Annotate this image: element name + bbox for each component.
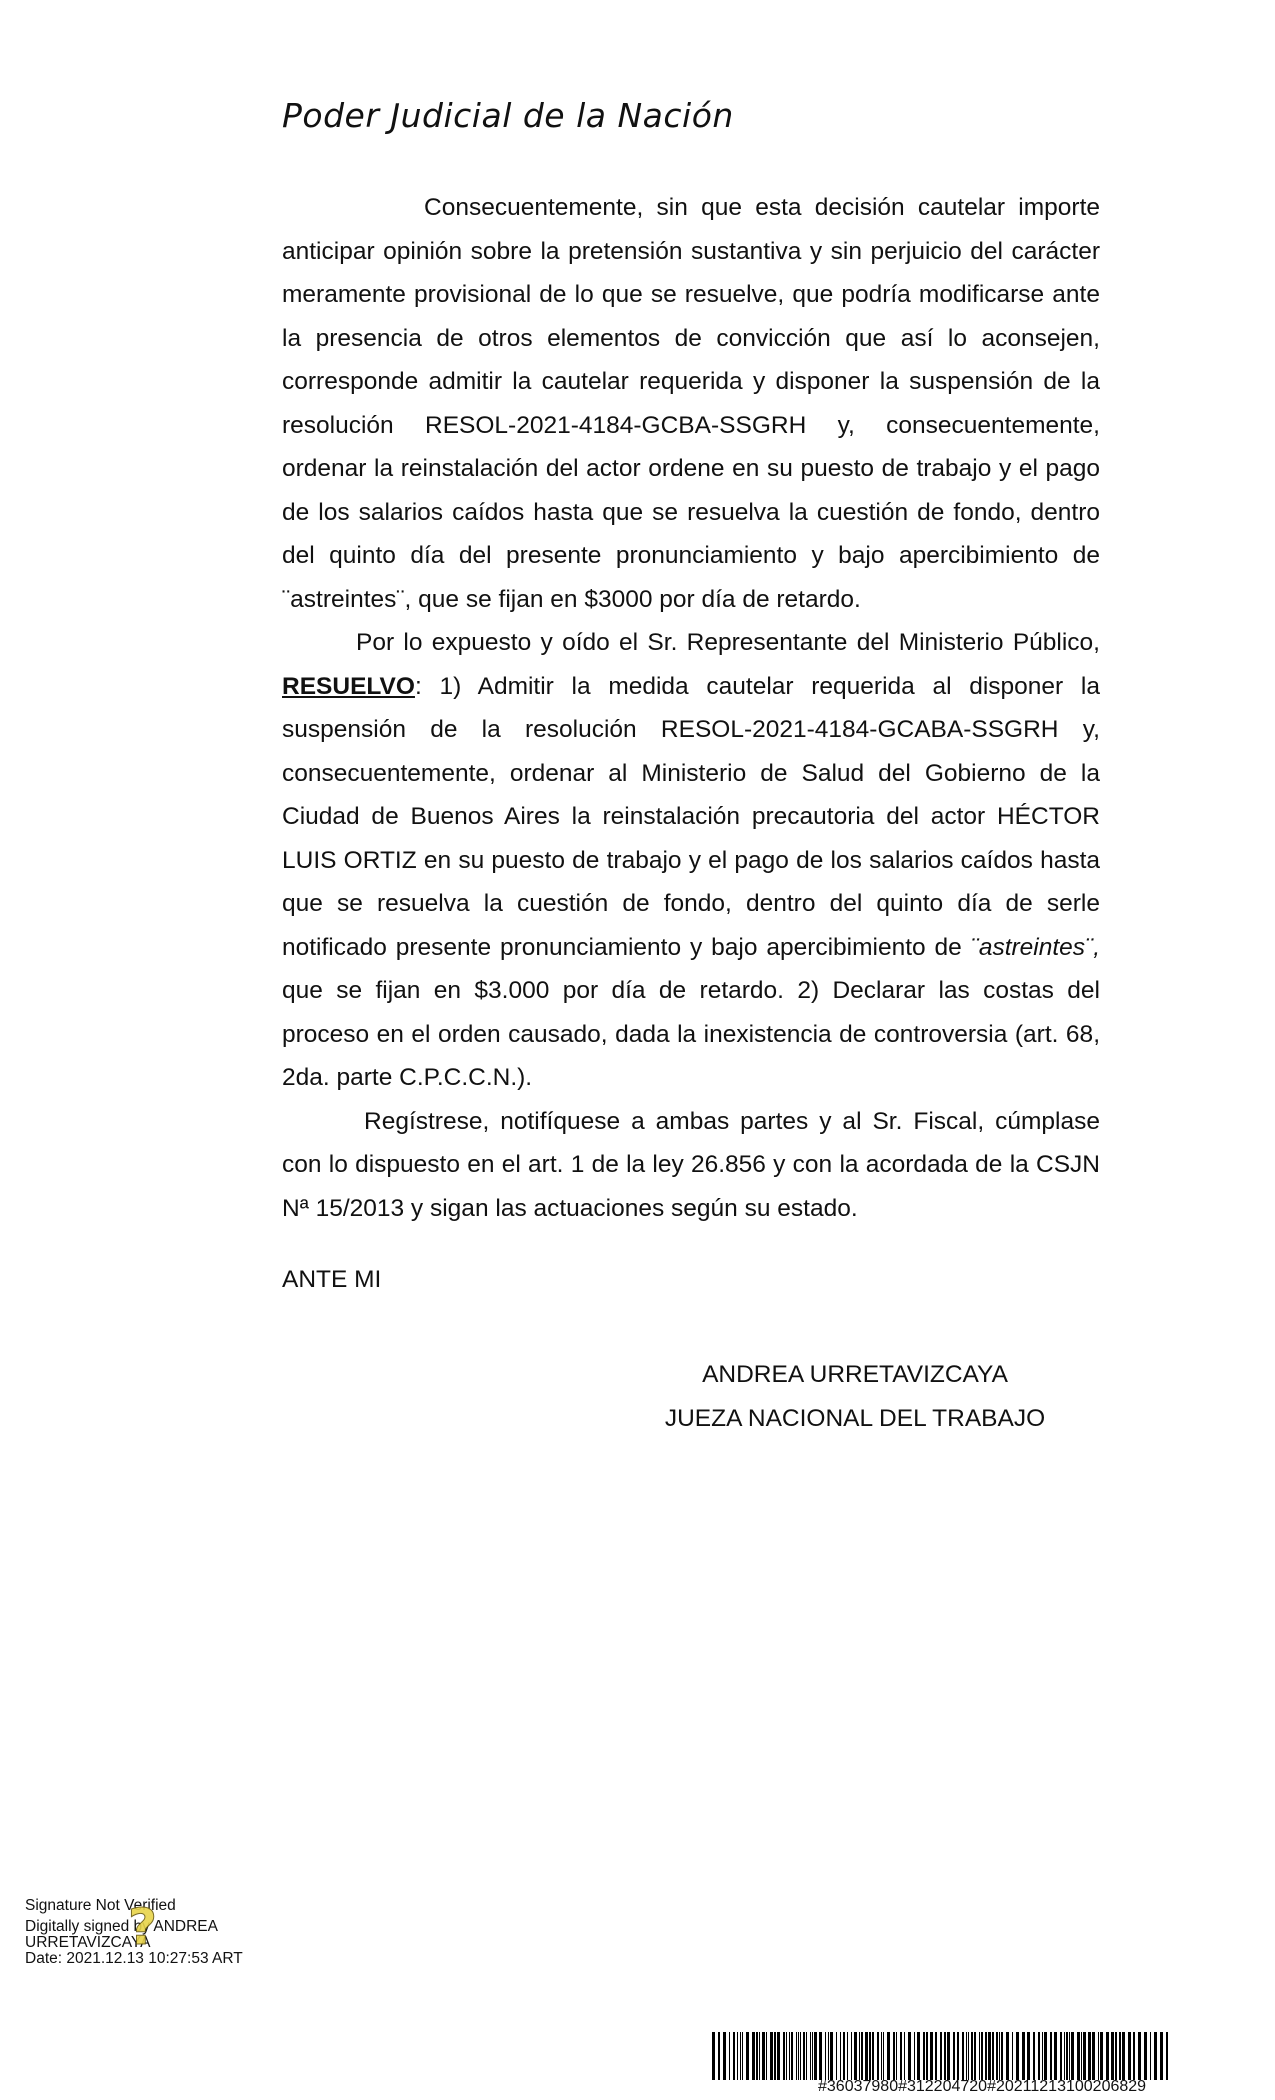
barcode-text: #36037980#312204720#20211213100206829: [818, 2078, 1147, 2095]
resolucion-part1: : 1) Admitir la medida cautelar requerida al disponer la suspensión de la resolución RESOL-2021-4184-GCABA-SSGRH y, consecuentemente, ordenar al Ministerio de Salud del Gobierno de la Ciudad de Buenos Aires la reinstalación precautoria del actor HÉCTOR LUIS ORTIZ en su puesto de trabajo y el pago de los salarios caídos hasta que se resuelva la cuestión de fondo, dentro del quinto día de serle notificado presente pronunciamiento y bajo apercibimiento de: [282, 672, 1100, 961]
signature-block: [630, 1353, 1080, 1440]
signatory-title: JUEZA NACIONAL DEL TRABAJO: [664, 1404, 1046, 1432]
signature-status: Signature Not Verified: [25, 1897, 176, 1914]
signed-by-line1: Digitally signed by ANDREA: [25, 1918, 218, 1935]
resolucion-intro: Por lo expuesto y oído el Sr. Representante del Ministerio Público,: [356, 629, 1100, 656]
paragraph-considerando: Consecuentemente, sin que esta decisión cautelar importe anticipar opinión sobre la pretensión sustantiva y sin perjuicio del carácter meramente provisional de lo que se resuelve, que podría modificarse ante la presencia de otros elementos de convicción que así lo aconsejen, corresponde admitir la cautelar requerida y disponer la suspensión de la resolución RESOL-2021-4184-GCBA-SSGRH y, consecuentemente, ordenar la reinstalación del actor ordene en su puesto de trabajo y el pago de los salarios caídos hasta que se resuelva la cuestión de fondo, dentro del quinto día del presente pronunciamiento y bajo apercibimiento de ¨astreintes¨, que se fijan en $3000 por día de retardo.: [282, 194, 1100, 613]
signed-by-line2: URRETAVIZCAYA: [25, 1934, 151, 1951]
astreintes-term: ¨astreintes¨,: [970, 933, 1100, 961]
resolucion-part2: que se fijan en $3.000 por día de retardo. 2) Declarar las costas del proceso en el orden causado, dada la inexistencia de controversia (art. 68, 2da. parte C.P.C.C.N.).: [282, 977, 1100, 1091]
barcode: [712, 2032, 1172, 2080]
signature-date: Date: 2021.12.13 10:27:53 ART: [25, 1950, 243, 1967]
ante-mi-label: ANTE MI: [282, 1266, 382, 1293]
document-body: [282, 186, 1100, 1230]
paragraph-resolucion: [282, 621, 1100, 1100]
paragraph-registrese: Regístrese, notifíquese a ambas partes y al Sr. Fiscal, cúmplase con lo dispuesto en el art. 1 de la ley 26.856 y con la acordada de la CSJN Nª 15/2013 y sigan las actuaciones según su estado.: [282, 1107, 1100, 1222]
page-header-title: Poder Judicial de la Nación: [282, 96, 734, 135]
question-mark-icon: ?: [128, 1898, 158, 1956]
resuelvo-label: RESUELVO: [282, 672, 415, 700]
signatory-name: ANDREA URRETAVIZCAYA: [702, 1361, 1008, 1388]
